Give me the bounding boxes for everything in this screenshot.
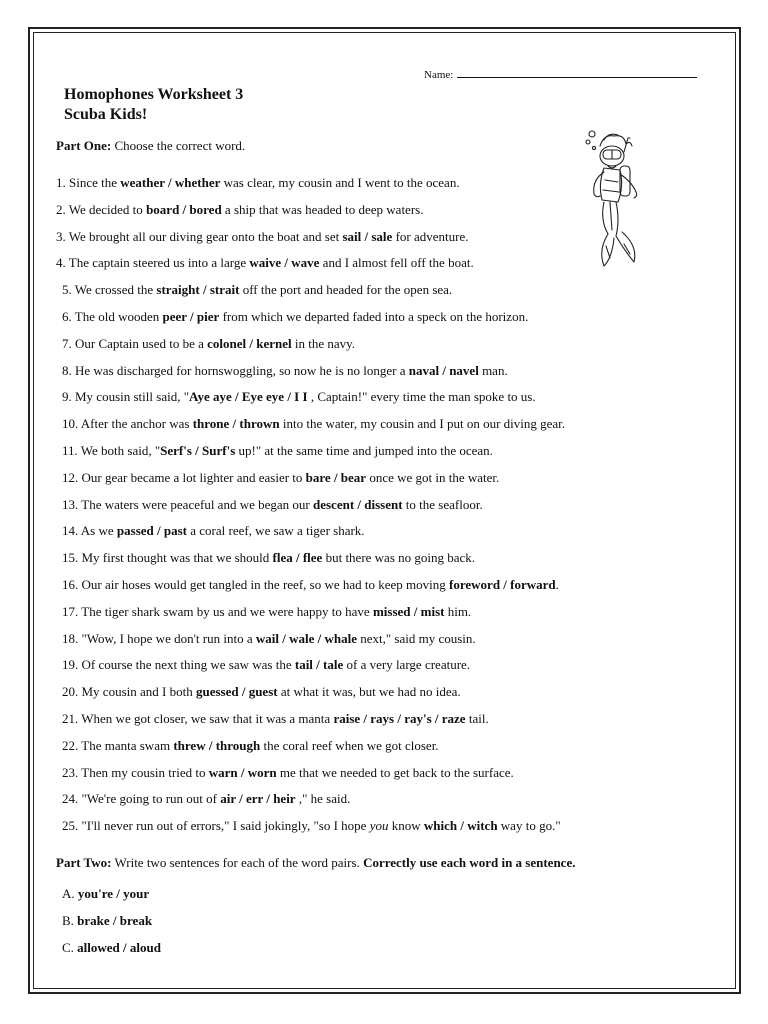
question-text: Since the [69, 175, 121, 190]
question-text: After the anchor was [80, 416, 193, 432]
question-row [62, 523, 365, 539]
question-number: 18. [62, 630, 79, 646]
word-pair-letter: C. [62, 940, 74, 955]
answer-choices[interactable]: threw / through [173, 737, 261, 753]
answer-choices[interactable]: wail / wale / whale [255, 630, 357, 646]
answer-choices[interactable]: which / witch [423, 818, 498, 834]
question-number: 17. [62, 603, 79, 619]
answer-choices[interactable]: tail / tale [294, 657, 344, 673]
question-row [56, 229, 468, 245]
question-text: at what it was, but we had no idea. [277, 684, 461, 700]
question-row [62, 443, 493, 459]
question-row [62, 738, 439, 754]
answer-choices[interactable]: air / err / heir [220, 791, 296, 807]
question-text: , Captain!" every time the man spoke to us. [307, 389, 536, 405]
question-text: from which we departed faded into a speck on the horizon. [219, 309, 529, 324]
question-text: Our gear became a lot lighter and easier to [81, 469, 306, 485]
question-text: and I almost fell off the boat. [319, 255, 474, 271]
question-number: 3. [56, 228, 66, 244]
name-label: Name: [424, 69, 454, 81]
question-number: 15. [62, 550, 79, 566]
question-number: 10. [62, 416, 79, 432]
question-number: 2. [56, 201, 66, 217]
question-number: 23. [62, 764, 79, 780]
scuba-diver-icon [578, 126, 650, 272]
name-field[interactable] [424, 67, 697, 81]
question-number: 6. [62, 309, 72, 324]
part-one-heading [56, 138, 245, 154]
question-text: The captain steered us into a large [68, 255, 250, 271]
question-text: of a very large creature. [343, 657, 471, 673]
question-row [62, 711, 489, 727]
question-number: 20. [62, 684, 79, 700]
question-text: "I'll never run out of errors," I said jokingly, "so I hope [81, 818, 370, 834]
answer-choices[interactable]: board / bored [146, 201, 222, 217]
question-row [62, 336, 355, 352]
question-italic-text: you [369, 818, 389, 834]
question-text: for adventure. [392, 228, 469, 244]
part-two-emphasis: Correctly use each word in a sentence. [363, 855, 576, 870]
question-text: was clear, my cousin and I went to the ocean. [220, 175, 460, 190]
answer-choices[interactable]: waive / wave [249, 255, 320, 271]
question-text: We brought all our diving gear onto the boat and set [68, 228, 343, 244]
name-blank-line[interactable] [457, 67, 697, 78]
question-text: in the navy. [291, 335, 356, 351]
question-text: off the port and headed for the open sea. [239, 282, 453, 298]
question-text: The tiger shark swam by us and we were happy to have [81, 603, 373, 619]
part-one-label: Part One: [56, 138, 112, 153]
question-number: 16. [62, 577, 79, 592]
question-text: My cousin still said, " [75, 389, 190, 405]
word-pair-letter: A. [62, 886, 75, 901]
question-text: the coral reef when we got closer. [260, 737, 439, 753]
answer-choices[interactable]: guessed / guest [195, 684, 278, 700]
question-row [62, 470, 499, 486]
question-text: He was discharged for hornswoggling, so now he is no longer a [75, 362, 409, 378]
question-text: "Wow, I hope we don't run into a [81, 630, 256, 646]
word-pair-words: you're / your [77, 886, 150, 901]
question-row [62, 550, 475, 566]
question-row [56, 202, 423, 218]
question-row [62, 604, 471, 620]
question-number: 22. [62, 737, 79, 753]
question-row [62, 657, 470, 673]
question-number: 1. [56, 175, 66, 190]
question-text: way to go." [497, 818, 561, 834]
answer-choices[interactable]: Aye aye / Eye eye / I I [189, 389, 308, 405]
question-row [62, 631, 476, 647]
question-number: 13. [62, 496, 79, 512]
answer-choices[interactable]: foreword / forward [449, 577, 556, 592]
question-text: We decided to [68, 201, 147, 217]
answer-choices[interactable]: colonel / kernel [207, 335, 292, 351]
answer-choices[interactable]: missed / mist [372, 603, 445, 619]
question-number: 21. [62, 711, 79, 726]
word-pair-letter: B. [62, 913, 74, 928]
question-number: 7. [62, 335, 72, 351]
part-two-heading [56, 855, 575, 871]
word-pair-item [62, 913, 152, 929]
answer-choices[interactable]: Serf's / Surf's [160, 443, 236, 458]
question-row [62, 765, 514, 781]
question-text: Our Captain used to be a [75, 335, 208, 351]
question-text: "We're going to run out of [81, 791, 221, 807]
question-text: Then my cousin tried to [81, 764, 209, 780]
question-row [62, 791, 350, 807]
word-pair-words: brake / break [77, 913, 153, 928]
question-text: We both said, " [80, 443, 161, 458]
question-number: 19. [62, 657, 79, 673]
question-row [62, 416, 565, 432]
question-row [56, 255, 474, 271]
worksheet-subtitle: Scuba Kids! [64, 106, 148, 123]
word-pair-item [62, 886, 149, 902]
question-text: The old wooden [74, 309, 163, 324]
question-text: a ship that was headed to deep waters. [221, 201, 424, 217]
question-text: to the seafloor. [402, 496, 483, 512]
question-number: 4. [56, 255, 66, 271]
question-text: know [388, 818, 424, 834]
question-text: me that we needed to get back to the surface. [276, 764, 514, 780]
answer-choices[interactable]: descent / dissent [312, 496, 403, 512]
question-text: up!" at the same time and jumped into the ocean. [235, 443, 493, 458]
answer-choices[interactable]: passed / past [116, 523, 187, 539]
question-number: 25. [62, 818, 79, 834]
question-text: The manta swam [81, 737, 174, 753]
question-row [62, 818, 561, 834]
answer-choices[interactable]: flea / flee [272, 550, 323, 566]
question-row [62, 684, 461, 700]
answer-choices[interactable]: raise / rays / ray's / raze [333, 711, 466, 726]
question-text: into the water, my cousin and I put on our diving gear. [279, 416, 566, 432]
question-text: . [555, 577, 559, 592]
question-row [62, 363, 508, 379]
question-row [62, 389, 536, 405]
worksheet-title: Homophones Worksheet 3 [64, 86, 244, 103]
question-row [62, 497, 483, 513]
answer-choices[interactable]: throne / thrown [192, 416, 280, 432]
question-text: When we got closer, we saw that it was a manta [81, 711, 334, 726]
question-text: My cousin and I both [81, 684, 196, 700]
answer-choices[interactable]: peer / pier [162, 309, 220, 324]
question-text: once we got in the water. [366, 469, 500, 485]
word-pair-words: allowed / aloud [77, 940, 161, 955]
question-row [56, 175, 460, 191]
question-number: 24. [62, 791, 79, 807]
answer-choices[interactable]: naval / navel [408, 362, 479, 378]
answer-choices[interactable]: bare / bear [305, 469, 367, 485]
answer-choices[interactable]: warn / worn [208, 764, 277, 780]
question-text: We crossed the [74, 282, 157, 298]
answer-choices[interactable]: weather / whether [120, 175, 221, 190]
question-text: man. [478, 362, 508, 378]
question-text: As we [80, 523, 117, 539]
question-number: 11. [62, 443, 78, 458]
part-two-instruction: Write two sentences for each of the word pairs. [114, 855, 364, 870]
question-text: a coral reef, we saw a tiger shark. [186, 523, 365, 539]
word-pair-item [62, 940, 161, 956]
part-one-instruction: Choose the correct word. [114, 138, 246, 153]
question-number: 14. [62, 523, 79, 539]
answer-choices[interactable]: sail / sale [342, 228, 393, 244]
part-two-label: Part Two: [56, 855, 112, 870]
question-text: but there was no going back. [322, 550, 476, 566]
question-text: ," he said. [295, 791, 351, 807]
answer-choices[interactable]: straight / strait [156, 282, 240, 298]
question-row [62, 577, 559, 593]
question-text: My first thought was that we should [81, 550, 273, 566]
question-text: Our air hoses would get tangled in the reef, so we had to keep moving [81, 577, 450, 592]
question-text: next," said my cousin. [356, 630, 476, 646]
question-text: tail. [465, 711, 489, 726]
question-text: The waters were peaceful and we began our [81, 496, 313, 512]
question-text: him. [444, 603, 472, 619]
question-number: 9. [62, 389, 72, 405]
question-row [62, 282, 452, 298]
question-number: 8. [62, 362, 72, 378]
question-number: 5. [62, 282, 72, 298]
question-text: Of course the next thing we saw was the [81, 657, 295, 673]
question-number: 12. [62, 469, 79, 485]
question-row [62, 309, 528, 325]
